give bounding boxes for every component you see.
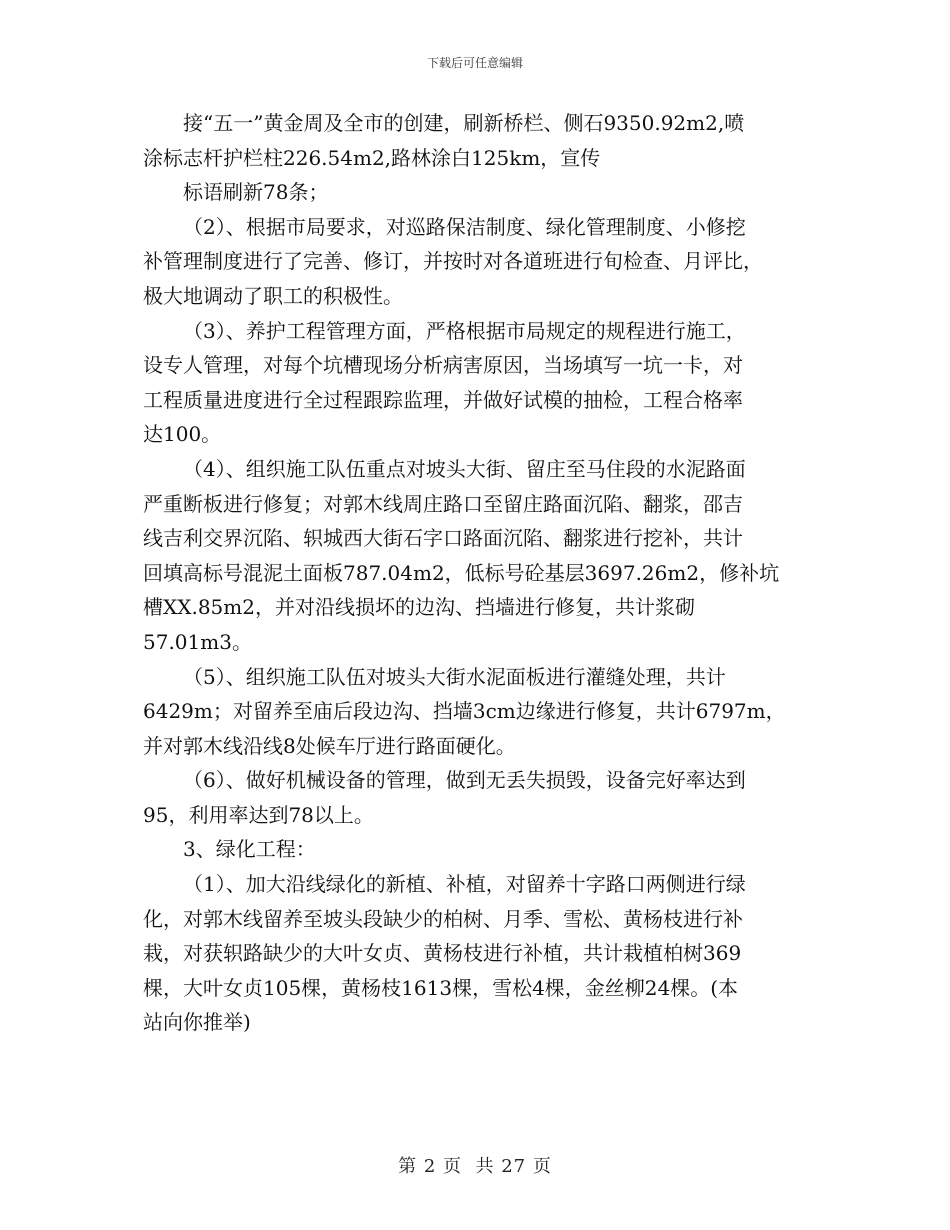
paragraph-8-heading [143,832,808,867]
text-line: （1）、加大沿线绿化的新植、补植，对留养十字路口两侧进行绿 [183,872,746,897]
text-line: 严重断板进行修复；对郭木线周庄路口至留庄路面沉陷、翻浆，邵吉 [143,491,743,516]
text-line: 并对郭木线沿线8处候车厅进行路面硬化。 [143,733,516,758]
text-line: 接“五一”黄金周及全市的创建，刷新桥栏、侧石9350.92m2,喷 [183,111,745,135]
footer-middle: 页 共 [443,1156,495,1177]
text-line: 回填高标号混泥土面板787.04m2，低标号砼基层3697.26m2，修补坑 [143,560,780,585]
text-line: 站向你推举) [143,1010,251,1035]
text-line: 标语刷新78条； [183,180,329,205]
paragraph-1 [143,106,808,175]
paragraph-6 [143,660,808,764]
paragraph-4 [143,314,808,452]
paragraph-3 [143,210,808,314]
text-line: 设专人管理，对每个坑槽现场分析病害原因，当场填写一坑一卡，对 [143,353,743,378]
page-header: 下载后可任意编辑 [426,56,523,70]
footer-prefix: 第 [398,1156,418,1177]
text-line: 95，利用率达到78以上。 [143,802,374,827]
text-line: 补管理制度进行了完善、修订，并按时对各道班进行旬检查、月评比， [143,249,763,274]
paragraph-9 [143,867,808,1040]
text-line: （4）、组织施工队伍重点对坡头大街、留庄至马住段的水泥路面 [183,456,746,481]
paragraph-2 [143,175,808,210]
section-heading: 3、绿化工程： [183,837,316,862]
text-line: 达100。 [143,422,222,447]
page-total: 27 [501,1156,527,1177]
paragraph-5 [143,452,808,660]
text-line: （6）、做好机械设备的管理，做到无丢失损毁，设备完好率达到 [183,768,746,793]
text-line: 线吉利交界沉陷、轵城西大街石字口路面沉陷、翻浆进行挖补，共计 [143,526,743,551]
text-line: （2）、根据市局要求，对巡路保洁制度、绿化管理制度、小修挖 [183,214,746,239]
text-line: 6429m；对留养至庙后段边沟、挡墙3cm边缘进行修复，共计6797m， [143,699,786,724]
footer-suffix: 页 [532,1156,552,1177]
text-line: 棵，大叶女贞105棵，黄杨枝1613棵，雪松4棵，金丝柳24棵。(本 [143,975,739,1000]
page-number: 2 [423,1156,437,1177]
text-line: 极大地调动了职工的积极性。 [143,283,403,308]
page-footer [0,1152,950,1178]
text-line: 涂标志杆护栏柱226.54m2,路林涂白125km，宣传 [143,145,601,170]
paragraph-7 [143,763,808,832]
document-body [143,106,808,1040]
text-line: 槽XX.85m2，并对沿线损坏的边沟、挡墙进行修复，共计浆砌 [143,595,695,620]
text-line: （3）、养护工程管理方面，严格根据市局规定的规程进行施工， [183,318,746,343]
text-line: 工程质量进度进行全过程跟踪监理，并做好试模的抽检，工程合格率 [143,387,743,412]
text-line: 栽，对获轵路缺少的大叶女贞、黄杨枝进行补植，共计栽植柏树369 [143,941,742,966]
text-line: 57.01m3。 [143,629,252,654]
text-line: 化，对郭木线留养至坡头段缺少的柏树、月季、雪松、黄杨枝进行补 [143,906,743,931]
text-line: （5）、组织施工队伍对坡头大街水泥面板进行灌缝处理，共计 [183,664,726,689]
